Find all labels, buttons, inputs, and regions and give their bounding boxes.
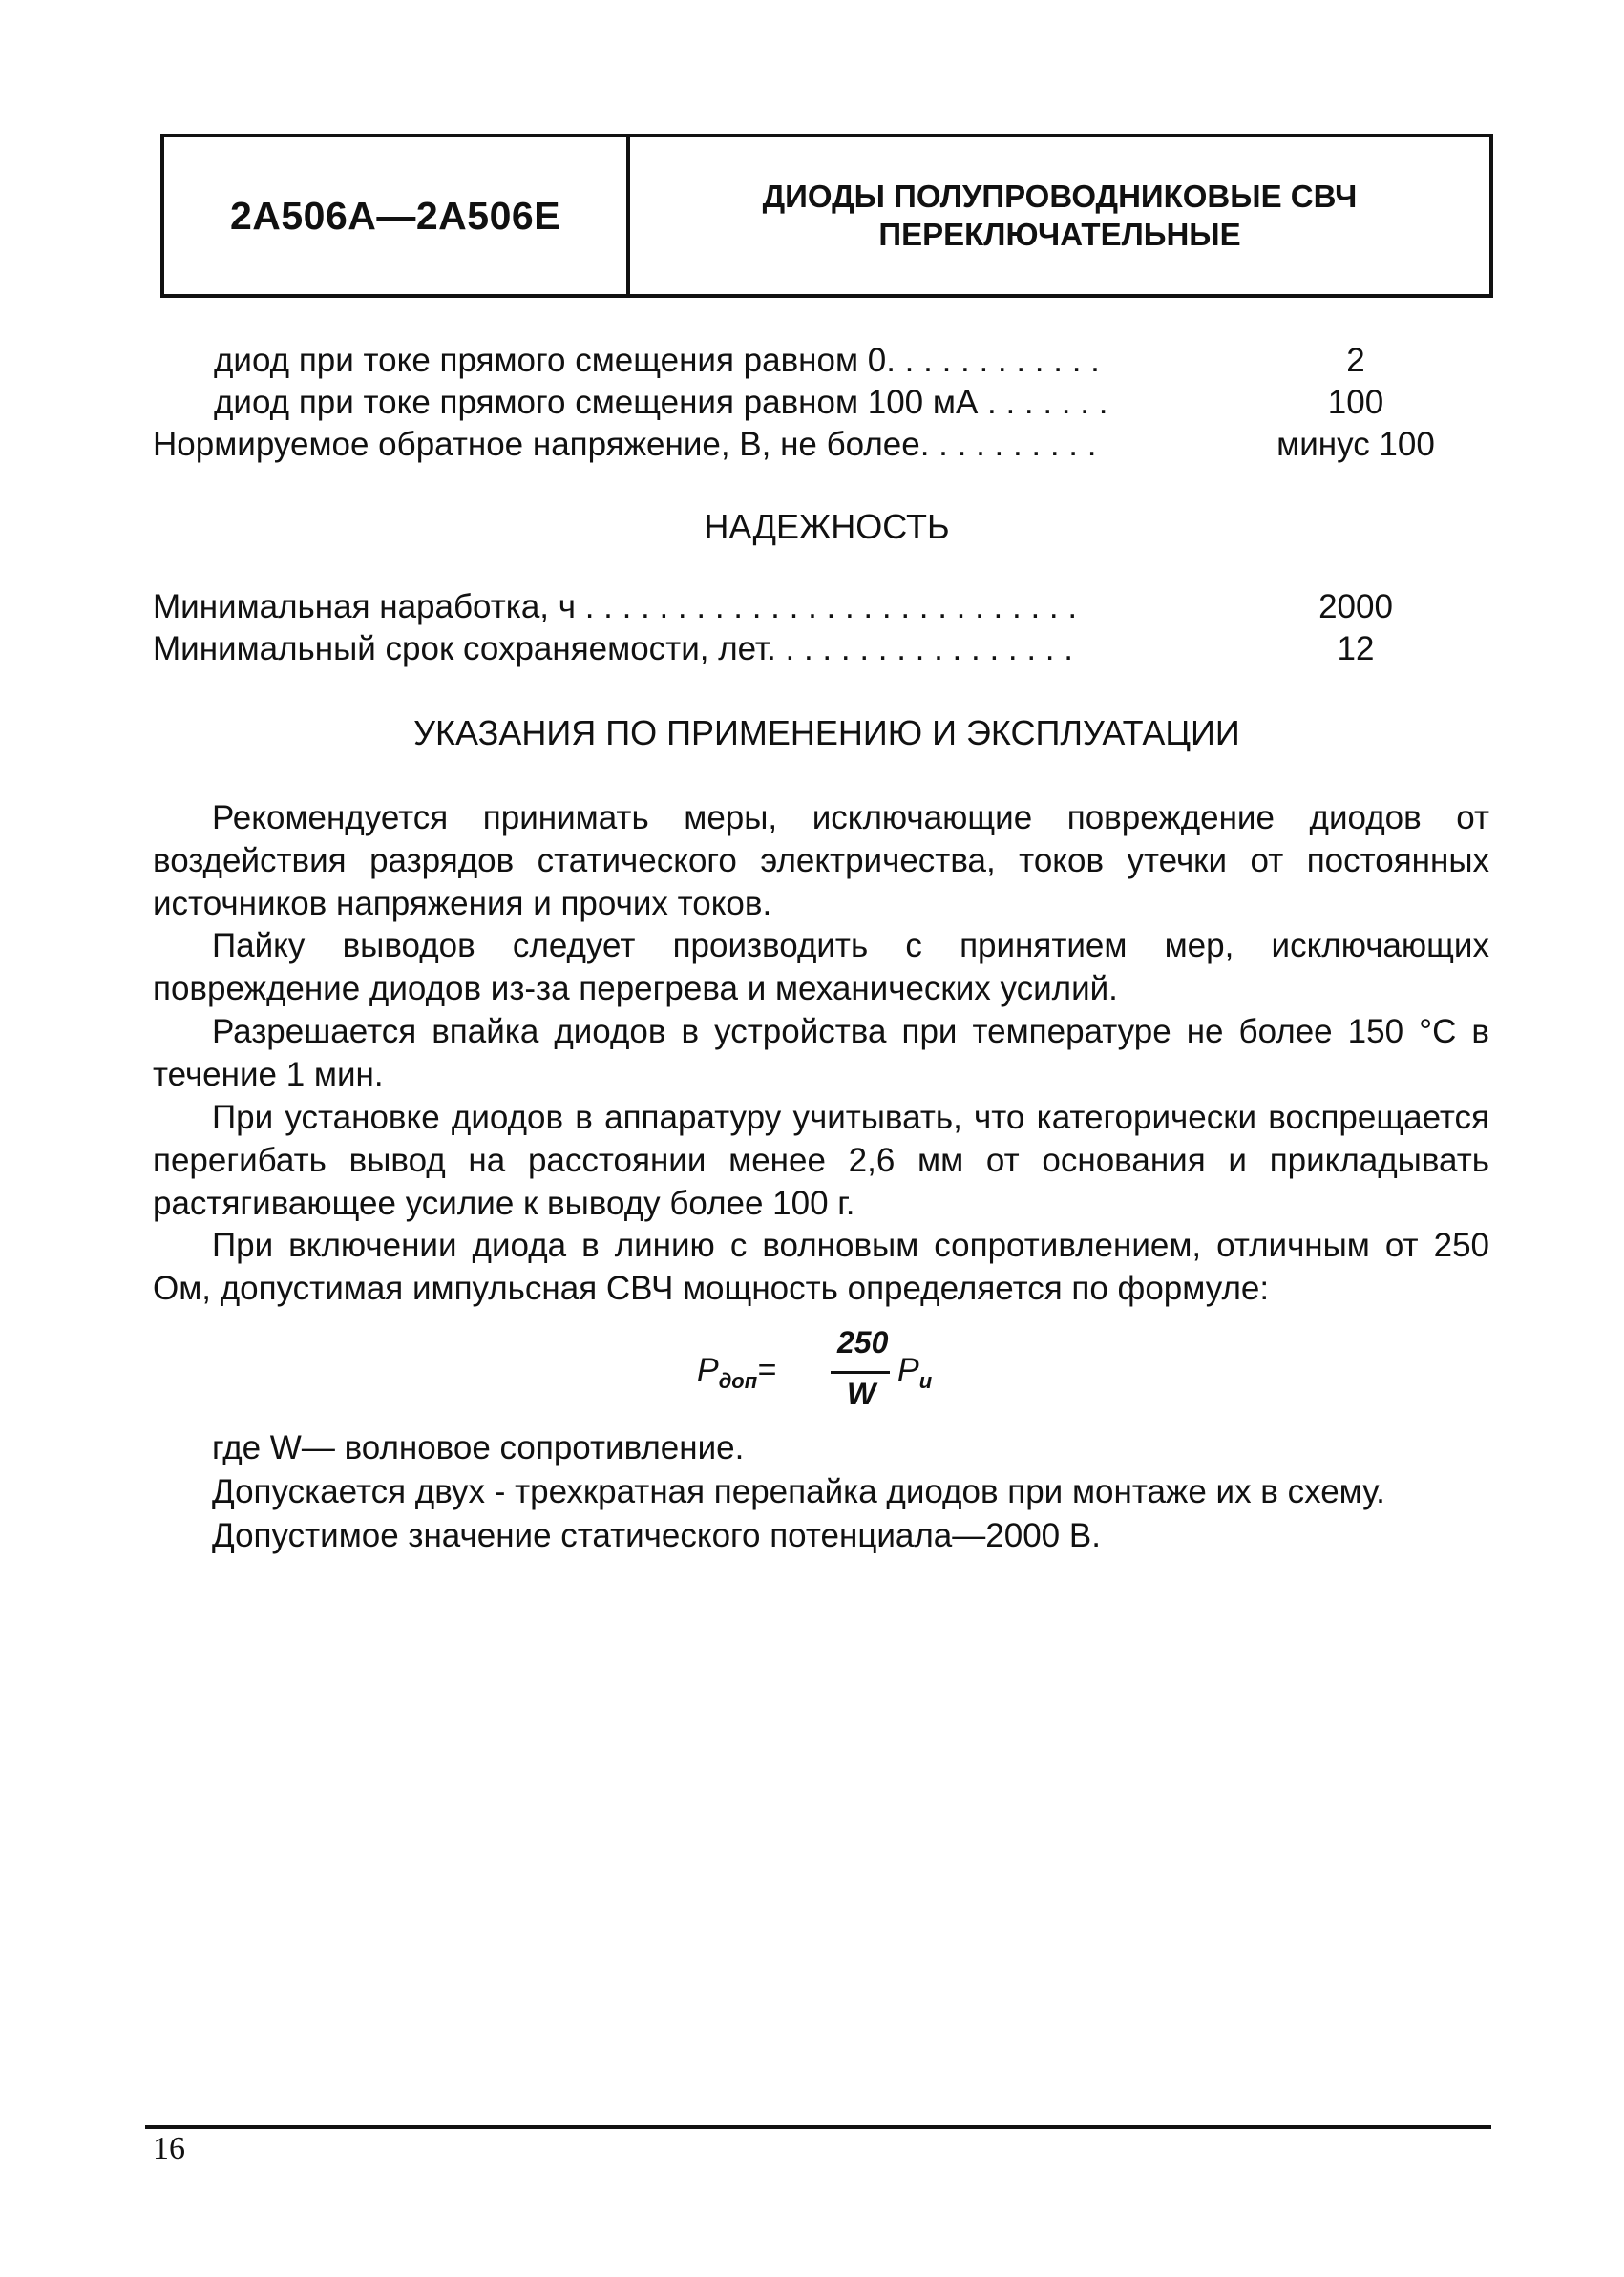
paragraph xyxy=(153,924,1489,1010)
paragraph xyxy=(153,796,1489,925)
header-box xyxy=(160,134,1493,298)
document-title xyxy=(630,137,1489,294)
reliability-value: 2000 xyxy=(1318,588,1393,625)
footer-rule xyxy=(145,2125,1491,2129)
paragraph-text: При установке диодов в аппаратуру учитывать, что категорически воспрещается перегибать вывод на расстоянии менее 2,6 мм от основания и прикладывать растягивающее усилие к выводу более 100 г. xyxy=(153,1099,1489,1222)
paragraph xyxy=(153,1010,1489,1096)
note: где W— волновое сопротивление. xyxy=(212,1429,745,1466)
paragraph xyxy=(153,1096,1489,1225)
param-value: 100 xyxy=(1327,384,1384,421)
note: Допустимое значение статического потенциала—2000 В. xyxy=(212,1517,1101,1554)
paragraph xyxy=(153,1224,1489,1310)
param-label: Нормируемое обратное напряжение, В, не более. . . . . . . . . . xyxy=(153,426,1097,463)
reliability-label: Минимальный срок сохраняемости, лет. . . . . . . . . . . . . . . . . xyxy=(153,630,1073,667)
instructions-heading: УКАЗАНИЯ ПО ПРИМЕНЕНИЮ И ЭКСПЛУАТАЦИИ xyxy=(413,713,1240,752)
product-code: 2А506А—2А506Е xyxy=(164,137,630,294)
reliability-value: 12 xyxy=(1337,630,1375,667)
param-value: минус 100 xyxy=(1276,426,1435,463)
paragraph-text: Пайку выводов следует производить с принятием мер, исключающих повреждение диодов из-за перегрева и механических усилий. xyxy=(153,927,1489,1007)
param-label: диод при токе прямого смещения равном 100 мА . . . . . . . xyxy=(214,384,1108,421)
note: Допускается двух - трехкратная перепайка диодов при монтаже их в схему. xyxy=(212,1473,1385,1510)
page-number: 16 xyxy=(153,2131,185,2166)
param-value: 2 xyxy=(1346,342,1365,379)
formula-lhs: $P_{доп}=$ xyxy=(697,1352,777,1393)
paragraph-text: Рекомендуется принимать меры, исключающие повреждение диодов от воздействия разрядов статического электричества, токов утечки от постоянных источников напряжения и прочих токов. xyxy=(153,799,1489,922)
formula-denominator: W xyxy=(847,1377,876,1411)
title-line-2: ПЕРЕКЛЮЧАТЕЛЬНЫЕ xyxy=(878,217,1241,252)
reliability-label: Минимальная наработка, ч . . . . . . . . . . . . . . . . . . . . . . . . . . . xyxy=(153,588,1078,625)
param-label: диод при токе прямого смещения равном 0. . . . . . . . . . . . xyxy=(214,342,1100,379)
title-line-1: ДИОДЫ ПОЛУПРОВОДНИКОВЫЕ СВЧ xyxy=(762,179,1358,214)
paragraph-text: Разрешается впайка диодов в устройства при температуре не более 150 °С в течение 1 мин. xyxy=(153,1013,1489,1093)
formula-rhs: $P_и$ xyxy=(897,1352,933,1393)
reliability-heading: НАДЕЖНОСТЬ xyxy=(704,507,950,546)
paragraph-text: При включении диода в линию с волновым сопротивлением, отличным от 250 Ом, допустимая импульсная СВЧ мощность определяется по формуле: xyxy=(153,1227,1489,1307)
power-formula xyxy=(697,1325,983,1440)
formula-numerator: 250 xyxy=(837,1325,889,1360)
fraction-bar xyxy=(831,1371,890,1374)
